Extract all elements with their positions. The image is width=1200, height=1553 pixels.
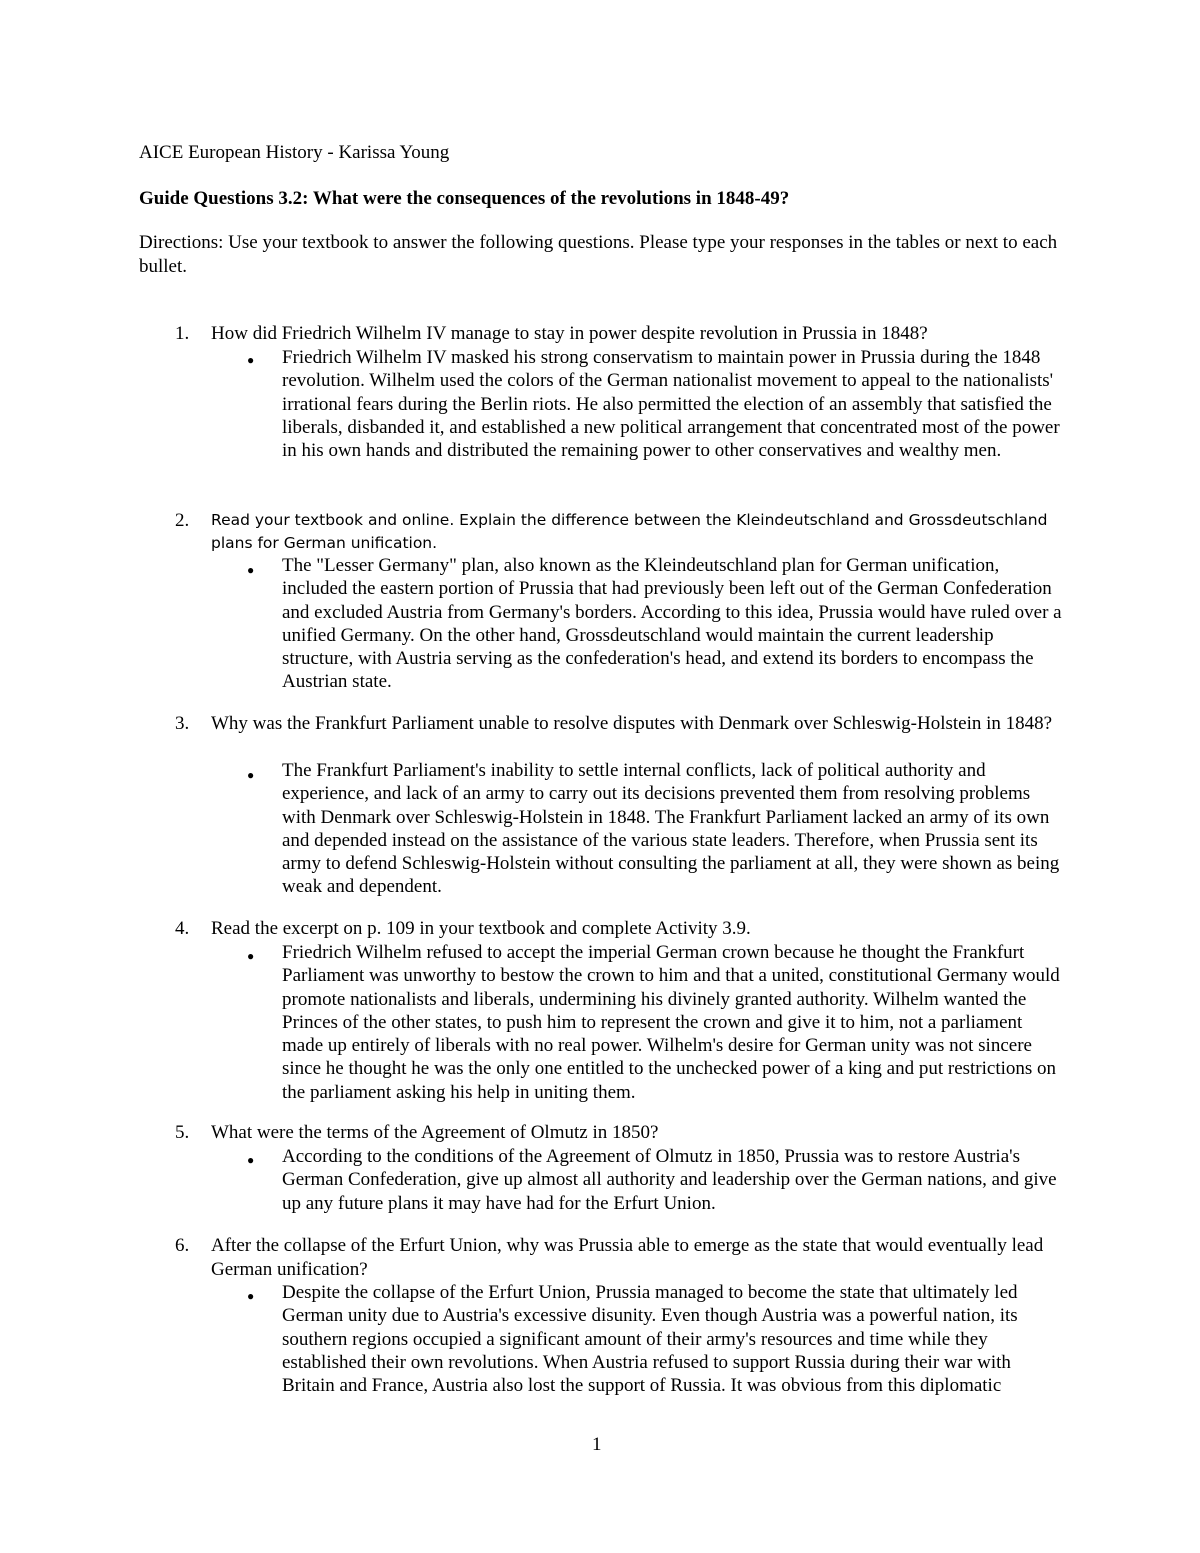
- question-text: Read your textbook and online. Explain the difference between the Kleindeutschland and Grossdeutschland plans for German unification.: [211, 511, 1048, 552]
- bullet-icon: ●: [247, 1153, 255, 1167]
- question-number: 1.: [175, 323, 190, 344]
- bullet-icon: ●: [247, 353, 255, 367]
- page-number: 1: [592, 1434, 602, 1455]
- bullet-icon: ●: [247, 768, 255, 782]
- question-text: How did Friedrich Wilhelm IV manage to stay in power despite revolution in Prussia in 1848?: [211, 323, 928, 344]
- question-text: After the collapse of the Erfurt Union, why was Prussia able to emerge as the state that would eventually lead German unification?: [211, 1235, 1044, 1280]
- document-header: AICE European History - Karissa Young: [139, 142, 450, 163]
- guide-title: Guide Questions 3.2: What were the consequences of the revolutions in 1848-49?: [139, 188, 790, 209]
- question-number: 2.: [175, 510, 190, 531]
- directions-text: Directions: Use your textbook to answer the following questions. Please type your responses in the tables or next to each bullet.: [139, 232, 1058, 277]
- question-text: Read the excerpt on p. 109 in your textbook and complete Activity 3.9.: [211, 918, 751, 939]
- question-text: Why was the Frankfurt Parliament unable to resolve disputes with Denmark over Schleswig-Holstein in 1848?: [211, 713, 1053, 734]
- bullet-icon: ●: [247, 949, 255, 963]
- question-number: 4.: [175, 918, 190, 939]
- question-number: 5.: [175, 1122, 190, 1143]
- question-number: 6.: [175, 1235, 190, 1256]
- answer-text: Despite the collapse of the Erfurt Union, Prussia managed to become the state that ultimately led German unity due to Austria's excessive disunity. Even though Austria was a powerful nation, its southern regions occupied a significant amount of their army's resources and time while they established their own revolutions. When Austria refused to support Russia during their war with Britain and France, Austria also lost the support of Russia. It was obvious from this diplomatic: [282, 1282, 1018, 1397]
- answer-text: Friedrich Wilhelm refused to accept the imperial German crown because he thought the Frankfurt Parliament was unworthy to bestow the crown to him and that a united, constitutional Germany would promote nationalists and liberals, undermining his divinely granted authority. Wilhelm wanted the Princes of the other states, to push him to represent the crown and give it to him, not a parliament made up entirely of liberals with no real power. Wilhelm's desire for German unity was not sincere since he thought he was the only one entitled to the unchecked power of a king and put restrictions on the parliament asking his help in uniting them.: [282, 942, 1060, 1103]
- question-text: What were the terms of the Agreement of Olmutz in 1850?: [211, 1122, 659, 1143]
- answer-text: The "Lesser Germany" plan, also known as the Kleindeutschland plan for German unification, included the eastern portion of Prussia that had previously been left out of the German Confederation and excluded Austria from Germany's borders. According to this idea, Prussia would have ruled over a unified Germany. On the other hand, Grossdeutschland would maintain the current leadership structure, with Austria serving as the confederation's head, and extend its borders to encompass the Austrian state.: [282, 555, 1062, 693]
- answer-text: Friedrich Wilhelm IV masked his strong conservatism to maintain power in Prussia during the 1848 revolution. Wilhelm used the colors of the German nationalist movement to appeal to the nationalists' irrational fears during the Berlin riots. He also permitted the election of an assembly that satisfied the liberals, disbanded it, and established a new political arrangement that concentrated most of the power in his own hands and distributed the remaining power to other conservatives and wealthy men.: [282, 347, 1060, 462]
- question-number: 3.: [175, 713, 190, 734]
- answer-text: The Frankfurt Parliament's inability to settle internal conflicts, lack of political authority and experience, and lack of an army to carry out its decisions prevented them from resolving problems with Denmark over Schleswig-Holstein in 1848. The Frankfurt Parliament lacked an army of its own and depended instead on the assistance of the various state leaders. Therefore, when Prussia sent its army to defend Schleswig-Holstein without consulting the parliament at all, they were shown as being weak and dependent.: [282, 760, 1060, 898]
- bullet-icon: ●: [247, 563, 255, 577]
- answer-text: According to the conditions of the Agreement of Olmutz in 1850, Prussia was to restore Austria's German Confederation, give up almost all authority and leadership over the German nations, and give up any future plans it may have had for the Erfurt Union.: [282, 1146, 1057, 1214]
- bullet-icon: ●: [247, 1289, 255, 1303]
